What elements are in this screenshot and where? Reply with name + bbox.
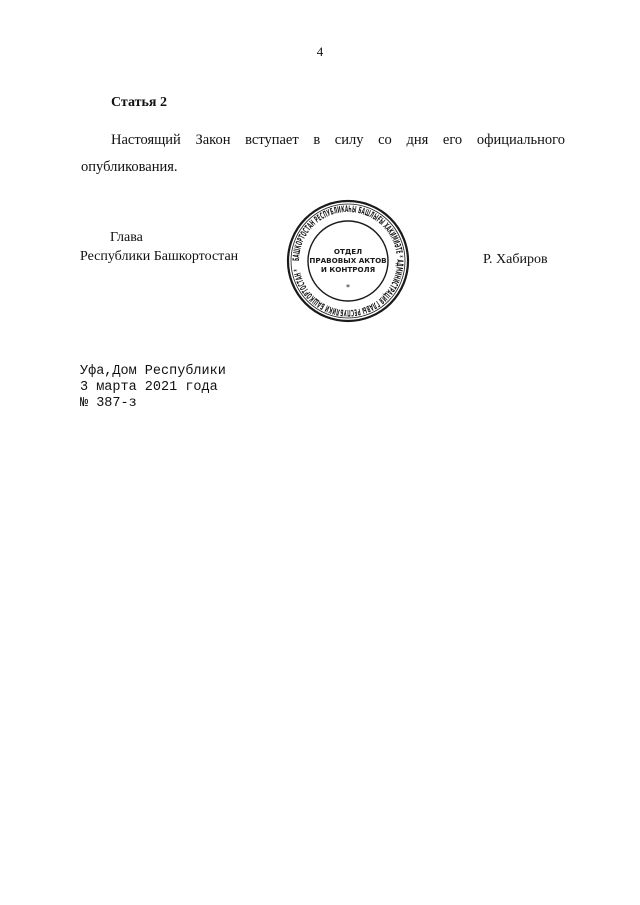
- seal-center-line-2: ПРАВОВЫХ АКТОВ: [309, 256, 387, 265]
- article-body-text: Настоящий Закон вступает в силу со дня его официального опубликования.: [81, 132, 565, 175]
- seal-ring-text: БАШКОРТОСТАН РЕСПУБЛИКАҺЫ БАШЛЫҒЫ ХАКИМИӘТЕ * АДМИНИСТРАЦИЯ ГЛАВЫ РЕСПУБЛИКИ БАШКОРТОСТАН *: [291, 204, 405, 318]
- signatory-title: Глава: [110, 230, 143, 245]
- page-number: 4: [316, 44, 324, 59]
- official-seal: [286, 199, 410, 323]
- signing-place: Уфа,Дом Республики: [80, 364, 226, 379]
- seal-star-icon: *: [346, 283, 350, 292]
- signing-details: [80, 364, 226, 412]
- signatory-name: Р. Хабиров: [483, 252, 548, 267]
- article-heading: Статья 2: [111, 95, 167, 110]
- seal-graphic: [286, 199, 410, 323]
- signing-date: 3 марта 2021 года: [80, 380, 218, 395]
- seal-center-line-3: И КОНТРОЛЯ: [320, 265, 376, 274]
- seal-center-line-1: ОТДЕЛ: [333, 247, 363, 256]
- signatory-organization: Республики Башкортостан: [80, 249, 239, 264]
- law-number: № 387-з: [80, 396, 137, 411]
